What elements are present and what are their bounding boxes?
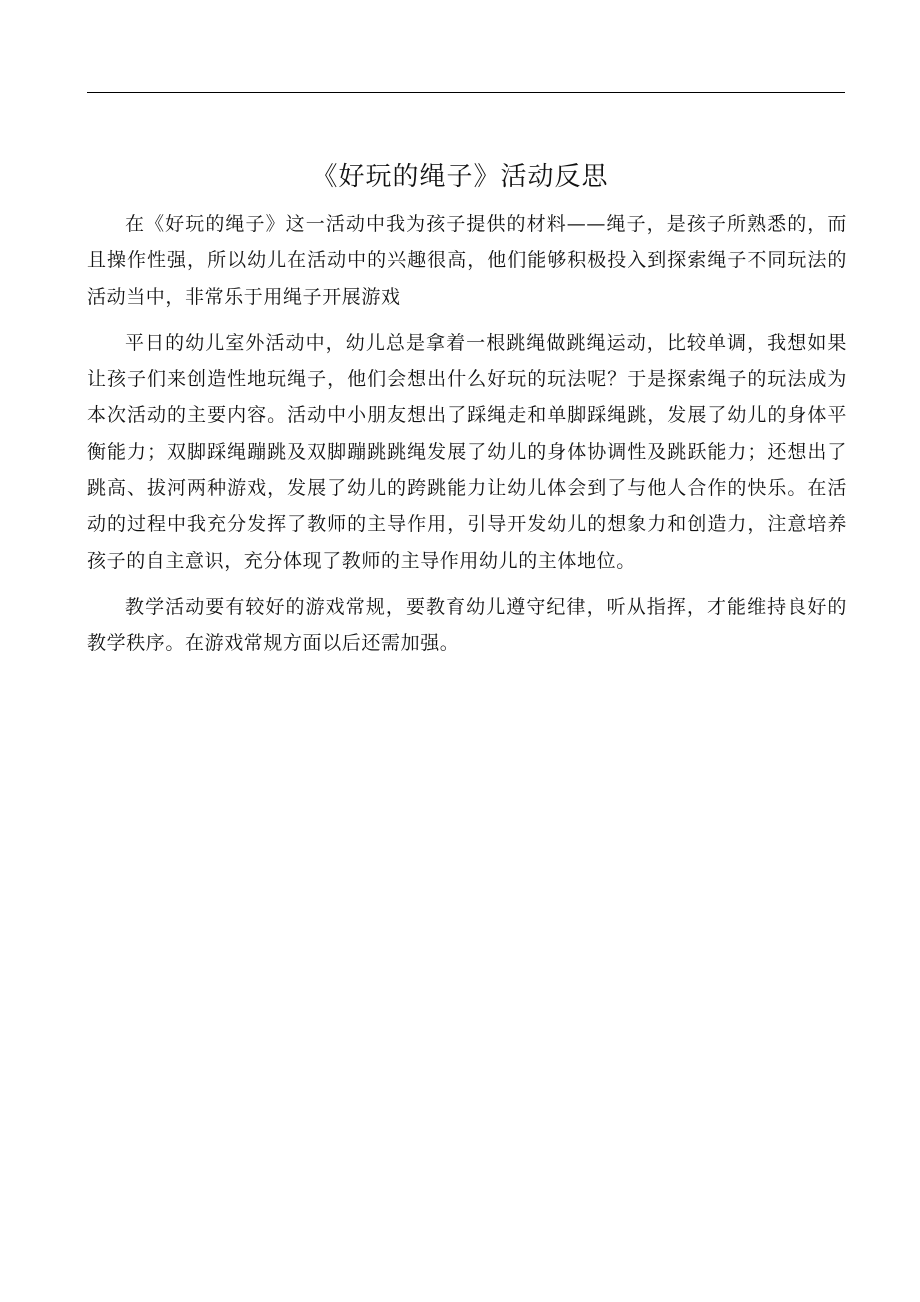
- header-rule: [87, 92, 845, 93]
- paragraph-3: 教学活动要有较好的游戏常规，要教育幼儿遵守纪律，听从指挥，才能维持良好的教学秩序。在游戏常规方面以后还需加强。: [87, 595, 847, 655]
- paragraph-1: 在《好玩的绳子》这一活动中我为孩子提供的材料——绳子，是孩子所熟悉的，而且操作性强，所以幼儿在活动中的兴趣很高，他们能够积极投入到探索绳子不同玩法的活动当中，非常乐于用绳子开展游戏: [87, 213, 847, 308]
- paragraph-2: 平日的幼儿室外活动中，幼儿总是拿着一根跳绳做跳绳运动，比较单调，我想如果让孩子们来创造性地玩绳子，他们会想出什么好玩的玩法呢？于是探索绳子的玩法成为本次活动的主要内容。活动中小朋友想出了踩绳走和单脚踩绳跳，发展了幼儿的身体平衡能力；双脚踩绳蹦跳及双脚蹦跳跳绳发展了幼儿的身体协调性及跳跃能力；还想出了跳高、拔河两种游戏，发展了幼儿的跨跳能力让幼儿体会到了与他人合作的快乐。在活动的过程中我充分发挥了教师的主导作用，引导开发幼儿的想象力和创造力，注意培养孩子的自主意识，充分体现了教师的主导作用幼儿的主体地位。: [87, 331, 847, 572]
- document-body: [87, 206, 847, 662]
- document-title: 《好玩的绳子》活动反思: [311, 162, 609, 192]
